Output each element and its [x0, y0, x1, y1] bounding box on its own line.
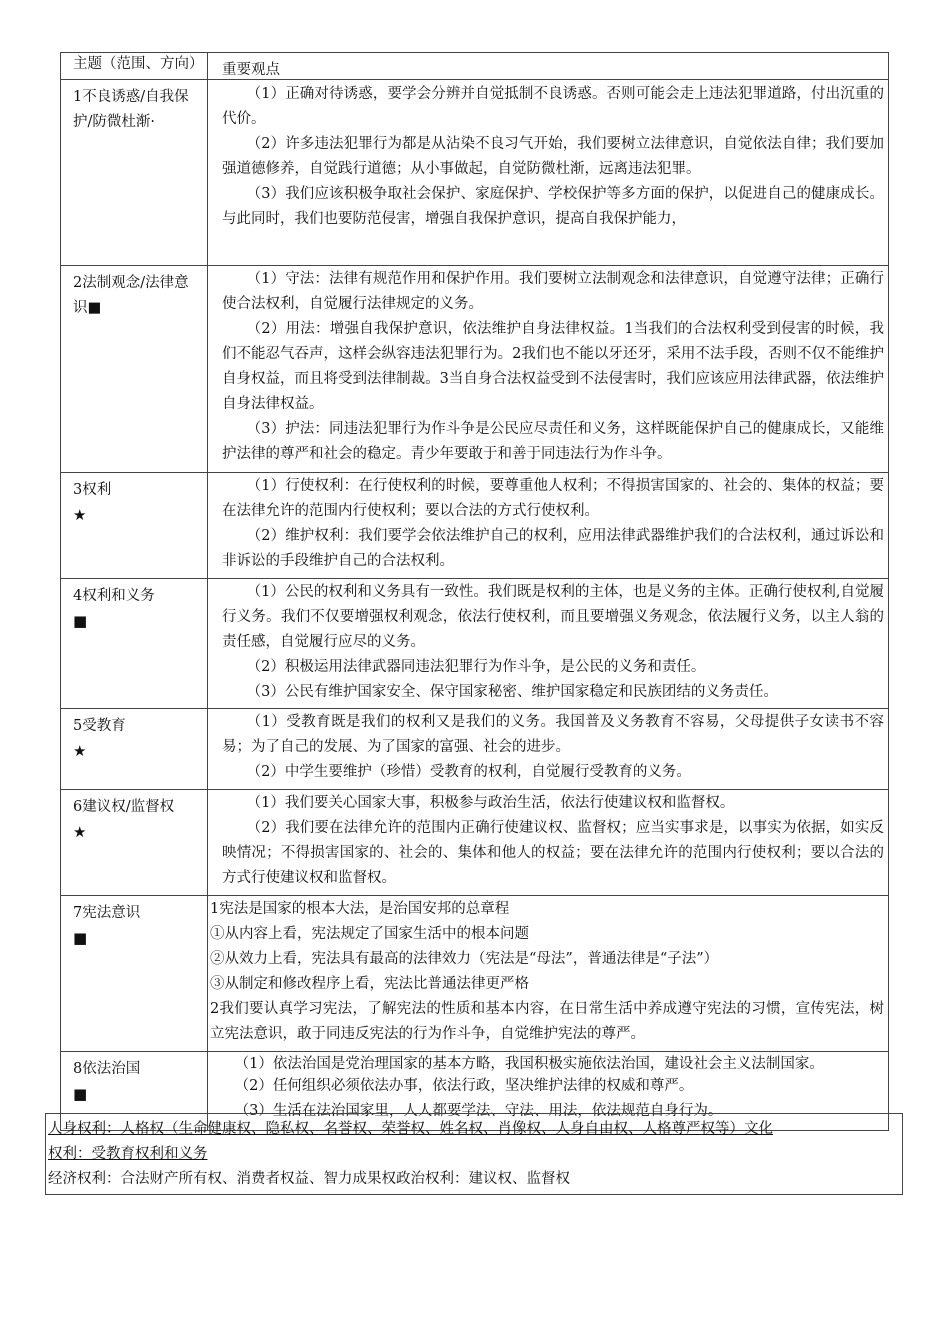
rights-summary-box [45, 1113, 903, 1195]
row-topic: 6建议权/监督权 [73, 799, 175, 815]
row-paragraph: （1）正确对待诱惑，要学会分辨并自觉抵制不良诱惑。否则可能会走上违法犯罪道路，付出沉重的代价。 [222, 86, 884, 127]
row-paragraph: （2）中学生要维护（珍惜）受教育的权利，自觉履行受教育的义务。 [246, 764, 691, 780]
row-paragraph: （1）行使权利：在行使权利的时候，要尊重他人权利；不得损害国家的、社会的、集体的权益；要在法律允许的范围内行使权利；要以合法的方式行使权利。 [222, 478, 884, 519]
row-paragraph: （2）积极运用法律武器同违法犯罪行为作斗争，是公民的义务和责任。 [246, 659, 706, 675]
row-paragraph: 1宪法是国家的根本大法，是治国安邦的总章程 [210, 901, 510, 917]
table-header-row [61, 53, 889, 80]
row-paragraph: ①从内容上看，宪法规定了国家生活中的根本问题 [210, 926, 529, 942]
table-row [61, 473, 889, 579]
square-icon: ■ [73, 929, 88, 947]
row-paragraph: （2）许多违法犯罪行为都是从沾染不良习气开始，我们要树立法律意识，自觉依法自律；我们要加强道德修养，自觉践行道德；从小事做起，自觉防微杜渐，远离违法犯罪。 [222, 136, 884, 177]
summary-line-cultural-rights: 权利：受教育权利和义务 [48, 1146, 208, 1162]
header-content: 重要观点 [222, 62, 280, 78]
row-paragraph: （3）护法：同违法犯罪行为作斗争是公民应尽责任和义务，这样既能保护自己的健康成长，又能维护法律的尊严和社会的稳定。青少年要敢于和善于同违法行为作斗争。 [222, 421, 884, 462]
row-paragraph: （2）任何组织必须依法办事，依法行政，坚决维护法律的权威和尊严。 [234, 1078, 694, 1094]
row-paragraph: ②从效力上看，宪法具有最高的法律效力（宪法是“母法”，普通法律是“子法”） [210, 951, 719, 967]
table-row [61, 709, 889, 790]
row-paragraph: （2）用法：增强自我保护意识，依法维护自身法律权益。1当我们的合法权利受到侵害的时候，我们不能忍气吞声，这样会纵容违法犯罪行为。2我们也不能以牙还牙，采用不法手段，否则不仅不能维护自身权益，而且将受到法律制裁。3当自身合法权益受到不法侵害时，我们应该应用法律武器，依法维护自身法律权益。 [222, 321, 884, 412]
row-paragraph: （1）依法治国是党治理国家的基本方略，我国积极实施依法治国，建设社会主义法制国家。 [234, 1056, 824, 1072]
row-topic: 2法制观念/法律意识■ [73, 275, 189, 316]
row-paragraph: （1）我们要关心国家大事，积极参与政治生活，依法行使建议权和监督权。 [246, 795, 735, 811]
square-icon: ■ [73, 612, 88, 630]
row-paragraph: （2）我们要在法律允许的范围内正确行使建议权、监督权；应当实事求是，以事实为依据，如实反映情况；不得损害国家的、社会的、集体和他人的权益；要在法律允许的范围内行使权利；要以合法的方式行使建议权和监督权。 [222, 820, 884, 886]
square-icon: ■ [73, 1085, 88, 1103]
header-topic: 主题（范围、方向） [73, 56, 204, 72]
table-row [61, 266, 889, 473]
table-row [61, 790, 889, 896]
row-topic: 7宪法意识 [73, 905, 141, 921]
row-paragraph: 2我们要认真学习宪法，了解宪法的性质和基本内容，在日常生活中养成遵守宪法的习惯，宣传宪法，树立宪法意识，敢于同违反宪法的行为作斗争，自觉维护宪法的尊严。 [210, 1001, 884, 1042]
table-row [61, 80, 889, 266]
row-paragraph: （3）我们应该积极争取社会保护、家庭保护、学校保护等多方面的保护，以促进自己的健康成长。与此同时，我们也要防范侵害，增强自我保护意识，提高自我保护能力， [222, 186, 884, 227]
row-topic: 3权利 [73, 482, 112, 498]
row-topic: 8依法治国 [73, 1061, 141, 1077]
star-icon: ★ [73, 823, 87, 841]
row-paragraph: （1）受教育既是我们的权利又是我们的义务。我国普及义务教育不容易，父母提供子女读书不容易；为了自己的发展、为了国家的富强、社会的进步。 [222, 714, 884, 755]
star-icon: ★ [73, 506, 87, 524]
row-paragraph: （3）生活在法治国家里，人人都要学法、守法、用法，依法规范自身行为。 [234, 1103, 723, 1119]
row-paragraph: ③从制定和修改程序上看，宪法比普通法律更严格 [210, 976, 529, 992]
star-icon: ★ [73, 742, 87, 760]
table-row [61, 896, 889, 1052]
summary-line-economic-political-rights: 经济权利：合法财产所有权、消费者权益、智力成果权政治权利：建议权、监督权 [48, 1171, 570, 1187]
knowledge-table [60, 52, 889, 1131]
row-topic: 1不良诱惑/自我保护/防微杜渐· [73, 89, 189, 130]
row-paragraph: （2）维护权利：我们要学会依法维护自己的权利，应用法律武器维护我们的合法权利，通过诉讼和非诉讼的手段维护自己的合法权利。 [222, 528, 884, 569]
row-topic: 4权利和义务 [73, 588, 155, 604]
row-paragraph: （1）守法：法律有规范作用和保护作用。我们要树立法制观念和法律意识，自觉遵守法律；正确行使合法权利，自觉履行法律规定的义务。 [222, 271, 884, 312]
row-paragraph: （3）公民有维护国家安全、保守国家秘密、维护国家稳定和民族团结的义务责任。 [246, 684, 778, 700]
summary-line-personal-rights: 人身权利：人格权（生命健康权、隐私权、名誉权、荣誉权、姓名权、肖像权、人身自由权、人格尊严权等）文化 [48, 1121, 773, 1137]
row-topic: 5受教育 [73, 718, 126, 734]
table-row [61, 579, 889, 709]
row-paragraph: （1）公民的权利和义务具有一致性。我们既是权利的主体，也是义务的主体。正确行使权利,自觉履行义务。我们不仅要增强权利观念，依法行使权利，而且要增强义务观念，依法履行义务，以主人翁的责任感，自觉履行应尽的义务。 [222, 584, 884, 650]
